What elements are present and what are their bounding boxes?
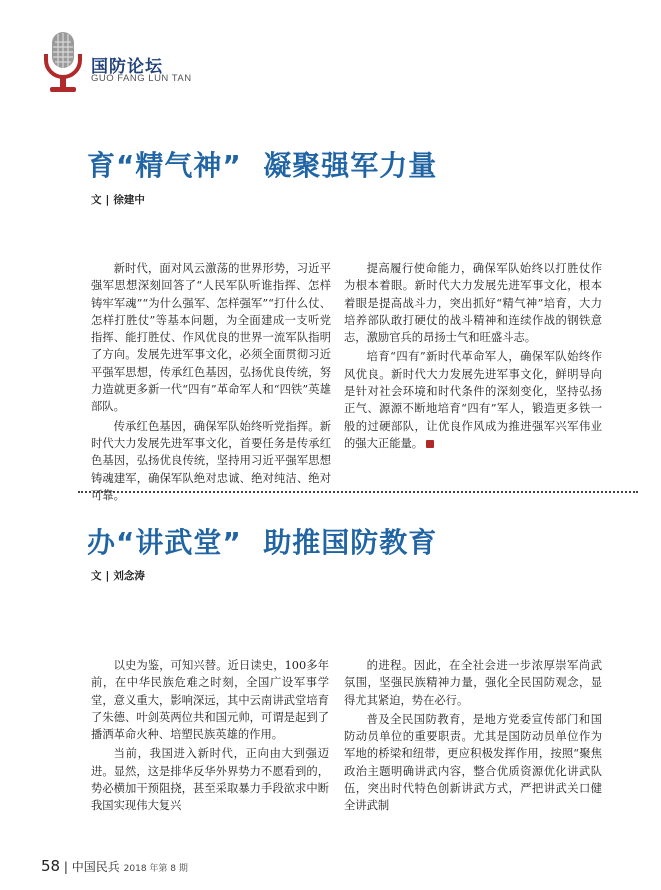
article1-left-column bbox=[91, 260, 331, 506]
article1-right-paragraph: 提高履行使命能力，确保军队始终以打胜仗作为根本着眼。新时代大力发展先进军事文化，根本着眼是提高战斗力，突出抓好“精气神”培育，大力培养部队敢打硬仗的战斗精神和连续作战的钢铁意志，激励官兵的昂扬士气和旺盛斗志。 bbox=[344, 262, 602, 345]
article1-title: 育“精气神” 凝聚强军力量 bbox=[87, 149, 438, 182]
byline-label: 文 bbox=[91, 570, 102, 582]
byline-label: 文 bbox=[91, 194, 102, 206]
article2-right-paragraph: 普及全民国防教育，是地方党委宣传部门和国防动员单位的重要职责。尤其是国防动员单位作为军地的桥梁和纽带，更应积极发挥作用，按照“聚焦政治主题明确讲武内容，整合优质资源优化讲武队伍，突出时代特色创新讲武方式，严把讲武关口健全讲武制 bbox=[344, 712, 602, 813]
magazine-name: 中国民兵 bbox=[71, 860, 120, 874]
article2-left-column bbox=[91, 657, 329, 817]
article1-right-column bbox=[344, 260, 602, 454]
article2-left-paragraph: 以史为鉴，可知兴替。近日读史，100多年前，在中华民族危难之时刻，全国广设军事学堂，意义重大，影响深远，其中云南讲武堂培育了朱德、叶剑英两位共和国元帅，可谓是起到了播洒革命火种、培塑民族英雄的作用。 bbox=[91, 659, 329, 742]
article2-title: 办“讲武堂” 助推国防教育 bbox=[87, 526, 438, 559]
issue-label: 2018 年第 8 期 bbox=[123, 864, 188, 874]
article2-byline: 文 | 刘念涛 bbox=[91, 570, 145, 582]
end-mark-icon bbox=[426, 440, 434, 448]
page-number: 58 bbox=[41, 857, 61, 875]
article2-right-paragraph: 的进程。因此，在全社会进一步浓厚崇军尚武氛围，坚强民族精神力量，强化全民国防观念，显得尤其紧迫，势在必行。 bbox=[344, 659, 602, 707]
article1-left-paragraph: 新时代，面对风云激荡的世界形势，习近平强军思想深刻回答了“人民军队听谁指挥、怎样铸牢军魂”“为什么强军、怎样强军”“打什么仗、怎样打胜仗”等基本问题，为全面建成一支听党指挥、能打胜仗、作风优良的世界一流军队指明了方向。发展先进军事文化，必须全面贯彻习近平强军思想，传承红色基因，弘扬优良传统，努力造就更多新一代“四有”革命军人和“四铁”英雄部队。 bbox=[91, 262, 331, 414]
column-title: 国防论坛 bbox=[91, 57, 163, 77]
article1-byline: 文 | 徐建中 bbox=[91, 194, 145, 206]
article2-right-column bbox=[344, 657, 602, 817]
column-pinyin: GUO FANG LUN TAN bbox=[91, 73, 192, 84]
article2-left-paragraph: 当前，我国进入新时代，正向由大到强迈进。显然，这是排华反华外界势力不愿看到的，势必横加干预阻挠，甚至采取暴力手段欲求中断我国实现伟大复兴 bbox=[91, 747, 329, 813]
microphone-icon bbox=[41, 30, 85, 94]
article1-right-paragraph: 培育“四有”新时代革命军人，确保军队始终作风优良。新时代大力发展先进军事文化，鲜明导向是针对社会环境和时代条件的深刻变化，坚持弘扬正气、源源不断地培育“四有”军人，锻造更多铁一般的过硬部队，让优良作风成为推进强军兴军伟业的强大正能量。 bbox=[344, 350, 602, 450]
article1-left-paragraph: 传承红色基因，确保军队始终听党指挥。新时代大力发展先进军事文化，首要任务是传承红色基因，弘扬优良传统，坚持用习近平强军思想铸魂建军，确保军队绝对忠诚、绝对纯洁、绝对可靠。 bbox=[91, 419, 331, 502]
article1-author: 徐建中 bbox=[113, 194, 145, 206]
article2-author: 刘念涛 bbox=[113, 570, 145, 582]
page-footer: 58 | 中国民兵 2018 年第 8 期 bbox=[41, 857, 188, 875]
section-divider bbox=[78, 491, 638, 493]
